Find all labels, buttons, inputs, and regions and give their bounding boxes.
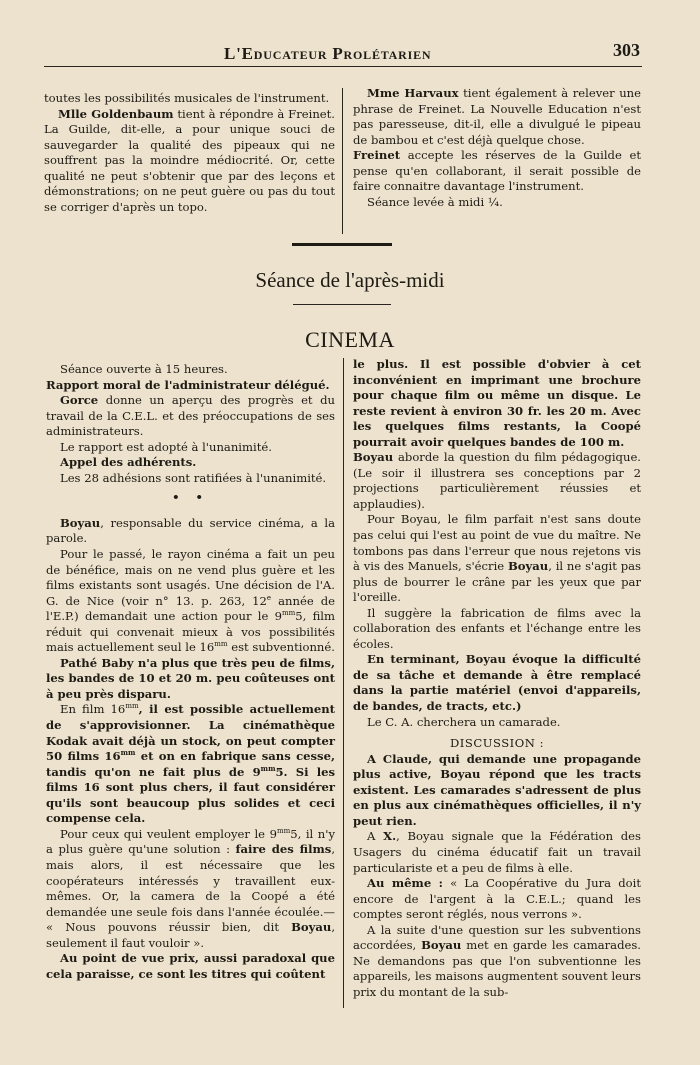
paragraph: A X., Boyau signale que la Fédération des Usagers du cinéma éducatif fait un travail particulariste et a peu de films à elle. bbox=[353, 829, 641, 875]
paragraph: Séance ouverte à 15 heures. bbox=[60, 362, 228, 376]
paragraph: le plus. Il est possible d'obvier à cet inconvénient en imprimant une brochure pour chaque film ou même un disque. Le reste revient à environ 30 fr. les 20 m. Avec les quelques films restants, la Coopé pourrait avoir quelques bandes de 100 m. bbox=[353, 357, 641, 449]
paragraph: Boyau, responsable du service cinéma, a la parole. bbox=[46, 515, 335, 546]
section-separator bbox=[292, 243, 392, 246]
column-divider bbox=[342, 88, 343, 234]
discussion-heading: DISCUSSION : bbox=[450, 736, 544, 751]
paragraph: En terminant, Boyau évoque la difficulté de sa tâche et demande à être remplacé dans la partie matériel (envoi d'appareils, de bandes, de tracts, etc.) bbox=[353, 652, 641, 714]
paragraph: Mme Harvaux tient également à relever une phrase de Freinet. La Nouvelle Education n'est pas paresseuse, dit-il, elle a divulgué le pipeau de bambou et c'est déjà quelque chose. bbox=[353, 86, 641, 147]
paragraph: Au même : « La Coopérative du Jura doit encore de l'argent à la C.E.L.; quand les comptes seront réglés, nous verrons ». bbox=[353, 876, 641, 922]
bottom-left-column bbox=[46, 362, 335, 982]
paragraph: Il suggère la fabrication de films avec la collaboration des enfants et l'échange entre les écoles. bbox=[353, 605, 641, 651]
paragraph: Pour le passé, le rayon cinéma a fait un peu de bénéfice, mais on ne vend plus guère et les films existants sont usagés. Une décision de l'A. G. de Nice (voir n° 13. p. 263, 12e année de l'E.P.) demandait une action pour le $9^{mm}5$, film réduit qui convenait mieux à vos possibilités mais actuellement seul le $16^{mm}$ est subventionné. bbox=[46, 547, 336, 655]
journal-title: L'Educateur Prolétarien bbox=[224, 44, 432, 63]
column-divider bbox=[343, 358, 344, 1008]
separator-dots: • • bbox=[172, 490, 209, 505]
title-underline bbox=[293, 304, 391, 305]
paragraph: A Claude, qui demande une propagande plus active, Boyau répond que les tracts existent. Les camarades s'adressent de plus en plus aux cinémathèques officielles, il n'y peut rien. bbox=[353, 751, 641, 828]
paragraph: Le C. A. cherchera un camarade. bbox=[367, 714, 561, 729]
paragraph: Pour Boyau, le film parfait n'est sans doute pas celui qui l'est au point de vue du maître. Ne tombons pas dans l'erreur que nous rejetons vis à vis des Manuels, s'écrie Boyau, il ne s'agit pas plus de bourrer le crâne par les yeux que par l'oreille. bbox=[353, 512, 641, 605]
paragraph: Pathé Baby n'a plus que très peu de films, les bandes de 10 et 20 m. peu coûteuses ont à peu près disparu. bbox=[46, 655, 335, 701]
paragraph: Boyau aborde la question du film pédagogique. (Le soir il illustrera ses conceptions par 2 projections particulièrement réussies et applaudies). bbox=[353, 450, 641, 511]
paragraph: Rapport moral de l'administrateur délégué. bbox=[46, 377, 330, 392]
section-title: Séance de l'après-midi bbox=[255, 268, 445, 292]
paragraph: Appel des adhérents. bbox=[60, 455, 197, 470]
paragraph: Séance levée à midi ¼. bbox=[367, 194, 503, 209]
paragraph: Le rapport est adopté à l'unanimité. bbox=[60, 439, 272, 454]
paragraph: Mlle Goldenbaum tient à répondre à Freinet. La Guilde, dit-elle, a pour unique souci de sauvegarder la qualité des pipeaux qui ne souffrent pas la moindre médiocrité. Or, cette qualité ne peut s'obtenir que par des leçons et démonstrations; on ne peut guère ou pas du tout se corriger d'après un topo. bbox=[44, 106, 335, 214]
bottom-right-column bbox=[353, 357, 641, 1000]
paragraph: Freinet accepte les réserves de la Guilde et pense qu'en collaborant, il serait possible de faire connaitre davantage l'instrument. bbox=[353, 148, 641, 194]
paragraph: Les 28 adhésions sont ratifiées à l'unanimité. bbox=[60, 470, 327, 485]
paragraph: A la suite d'une question sur les subventions accordées, Boyau met en garde les camarades. Ne demandons pas que l'on subventionne les appareils, les maisons augmentent souvent leurs prix du montant de la sub- bbox=[353, 922, 641, 999]
paragraph: Gorce donne un aperçu des progrès et du travail de la C.E.L. et des préoccupations de ses administrateurs. bbox=[46, 393, 335, 439]
paragraph: En film $16^{mm}$, il est possible actuellement de s'approvisionner. La cinémathèque Kodak avait déjà un stock, on peut compter 50 films $16^{mm}$ et on en fabrique sans cesse, tandis qu'on ne fait plus de $9^{mm}5$. Si les films 16 sont plus chers, il faut considérer qu'ils sont beaucoup plus solides et ceci compense cela. bbox=[46, 702, 335, 826]
paragraph: Pour ceux qui veulent employer le $9^{mm}5$, il n'y a plus guère qu'une solution : faire des films, mais alors, il est nécessaire que les coopérateurs intéressés y travaillent eux-mêmes. Or, la camera de la Coopé a été demandée une seule fois dans l'année écoulée.— « Nous pouvons réussir bien, dit Boyau, seulement il faut vouloir ». bbox=[46, 826, 335, 950]
top-left-column bbox=[44, 91, 335, 215]
top-right-column bbox=[353, 86, 641, 210]
cinema-heading: CINEMA bbox=[305, 327, 395, 352]
page-number: 303 bbox=[613, 40, 640, 60]
paragraph: Au point de vue prix, aussi paradoxal que cela paraisse, ce sont les titres qui coûtent bbox=[46, 951, 335, 981]
paragraph: toutes les possibilités musicales de l'instrument. bbox=[44, 91, 330, 105]
running-header bbox=[44, 36, 642, 67]
